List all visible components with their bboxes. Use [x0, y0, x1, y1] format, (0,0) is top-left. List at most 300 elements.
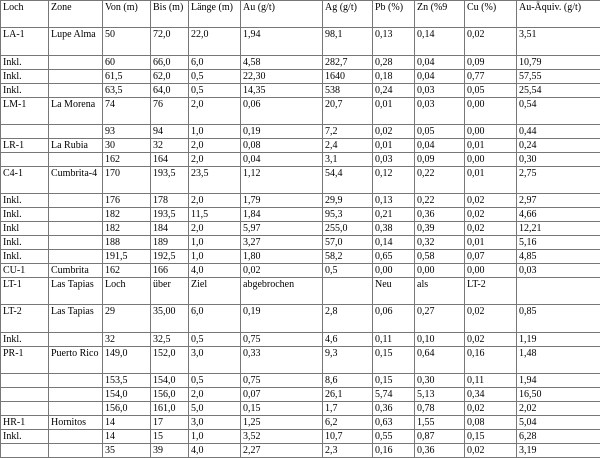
cell-cu: 0,05 — [465, 83, 517, 97]
cell-laenge: 1,0 — [189, 236, 241, 250]
cell-zone — [49, 194, 103, 208]
header-loch: Loch — [1, 1, 49, 28]
cell-zone — [49, 430, 103, 444]
cell-bis: 184 — [151, 222, 189, 236]
cell-au: 0,75 — [241, 374, 323, 388]
cell-ag: 29,9 — [323, 194, 373, 208]
cell-zone — [49, 83, 103, 97]
cell-au: 0,15 — [241, 402, 323, 416]
cell-ag: 2,8 — [323, 305, 373, 332]
cell-loch: Inkl. — [1, 236, 49, 250]
cell-loch: Inkl. — [1, 55, 49, 69]
cell-bis: 94 — [151, 124, 189, 138]
cell-von: 182 — [103, 208, 151, 222]
cell-bis: 178 — [151, 194, 189, 208]
cell-loch — [1, 402, 49, 416]
cell-ag: 26,1 — [323, 388, 373, 402]
cell-von: 188 — [103, 236, 151, 250]
cell-laenge: 0,5 — [189, 332, 241, 346]
cell-au-aequiv: 12,21 — [517, 222, 600, 236]
cell-zn: 0,36 — [415, 208, 465, 222]
cell-von: 176 — [103, 194, 151, 208]
cell-zone: Las Tapias — [49, 305, 103, 332]
cell-zn: 0,09 — [415, 152, 465, 166]
cell-zn: 0,30 — [415, 374, 465, 388]
cell-cu: 0,77 — [465, 69, 517, 83]
table-row — [1, 332, 600, 346]
cell-von: 30 — [103, 138, 151, 152]
cell-au-aequiv: 5,16 — [517, 236, 600, 250]
cell-laenge: 0,5 — [189, 69, 241, 83]
cell-zn: 0,39 — [415, 222, 465, 236]
cell-zone — [49, 152, 103, 166]
cell-au-aequiv: 0,44 — [517, 124, 600, 138]
cell-pb: 0,38 — [373, 222, 415, 236]
cell-loch: Inkl. — [1, 194, 49, 208]
cell-laenge: 0,5 — [189, 374, 241, 388]
cell-laenge: 3,0 — [189, 346, 241, 373]
cell-zn: 0,22 — [415, 194, 465, 208]
cell-ag: 7,2 — [323, 124, 373, 138]
cell-au: abgebrochen — [241, 278, 323, 305]
cell-bis: 32 — [151, 138, 189, 152]
cell-bis: 156,0 — [151, 388, 189, 402]
cell-au-aequiv: 16,50 — [517, 388, 600, 402]
header-cu: Cu (%) — [465, 1, 517, 28]
cell-pb: 0,11 — [373, 332, 415, 346]
cell-zone — [49, 208, 103, 222]
cell-au-aequiv: 25,54 — [517, 83, 600, 97]
cell-bis: 32,5 — [151, 332, 189, 346]
cell-bis: über — [151, 278, 189, 305]
cell-zn: 0,32 — [415, 236, 465, 250]
cell-au: 1,94 — [241, 28, 323, 55]
cell-cu: 0,11 — [465, 374, 517, 388]
cell-bis: 15 — [151, 430, 189, 444]
cell-bis: 192,5 — [151, 250, 189, 264]
table-row — [1, 69, 600, 83]
header-laenge: Länge (m) — [189, 1, 241, 28]
cell-zone: La Rubia — [49, 138, 103, 152]
cell-loch: HR-1 — [1, 416, 49, 430]
cell-von: 154,0 — [103, 388, 151, 402]
cell-zn: 0,87 — [415, 430, 465, 444]
cell-zone — [49, 124, 103, 138]
cell-von: 162 — [103, 152, 151, 166]
cell-laenge: 6,0 — [189, 305, 241, 332]
cell-cu: 0,09 — [465, 55, 517, 69]
cell-pb: 0,01 — [373, 138, 415, 152]
cell-cu: 0,15 — [465, 430, 517, 444]
cell-laenge: 2,0 — [189, 138, 241, 152]
cell-von: Loch — [103, 278, 151, 305]
cell-bis: 66,0 — [151, 55, 189, 69]
cell-ag: 1640 — [323, 69, 373, 83]
table-row — [1, 194, 600, 208]
table-row — [1, 97, 600, 124]
cell-loch — [1, 152, 49, 166]
cell-zone — [49, 388, 103, 402]
cell-zone — [49, 250, 103, 264]
cell-zone: Puerto Rico — [49, 346, 103, 373]
cell-zone: Cumbrita-4 — [49, 166, 103, 193]
cell-zn: 0,78 — [415, 402, 465, 416]
cell-pb: Neu — [373, 278, 415, 305]
cell-ag: 4,6 — [323, 332, 373, 346]
cell-cu: 0,08 — [465, 416, 517, 430]
cell-zn: 0,05 — [415, 124, 465, 138]
cell-ag: 0,5 — [323, 264, 373, 278]
cell-au: 14,35 — [241, 83, 323, 97]
cell-loch: Inkl. — [1, 332, 49, 346]
cell-zn: 0,58 — [415, 250, 465, 264]
cell-au-aequiv: 2,75 — [517, 166, 600, 193]
cell-von: 60 — [103, 55, 151, 69]
cell-loch: Inkl. — [1, 83, 49, 97]
cell-laenge: 2,0 — [189, 222, 241, 236]
header-zn: Zn (%9 — [415, 1, 465, 28]
cell-bis: 189 — [151, 236, 189, 250]
cell-von: 14 — [103, 416, 151, 430]
cell-zone: La Morena — [49, 97, 103, 124]
cell-pb: 0,02 — [373, 124, 415, 138]
cell-au: 1,79 — [241, 194, 323, 208]
cell-laenge: 2,0 — [189, 97, 241, 124]
cell-laenge: Ziel — [189, 278, 241, 305]
cell-cu: 0,07 — [465, 250, 517, 264]
cell-au: 1,25 — [241, 416, 323, 430]
cell-laenge: 11,5 — [189, 208, 241, 222]
cell-cu: 0,00 — [465, 124, 517, 138]
table-row — [1, 346, 600, 373]
cell-ag: 2,4 — [323, 138, 373, 152]
cell-cu: 0,02 — [465, 194, 517, 208]
cell-cu: 0,00 — [465, 97, 517, 124]
cell-loch: LA-1 — [1, 28, 49, 55]
cell-bis: 72,0 — [151, 28, 189, 55]
cell-laenge: 0,5 — [189, 83, 241, 97]
cell-ag: 282,7 — [323, 55, 373, 69]
cell-ag: 538 — [323, 83, 373, 97]
cell-loch — [1, 124, 49, 138]
cell-au-aequiv: 3,51 — [517, 28, 600, 55]
table-row — [1, 388, 600, 402]
cell-laenge: 5,0 — [189, 402, 241, 416]
cell-laenge: 4,0 — [189, 444, 241, 458]
cell-pb: 0,55 — [373, 430, 415, 444]
header-ag: Ag (g/t) — [323, 1, 373, 28]
cell-zn: 0,14 — [415, 28, 465, 55]
cell-laenge: 22,0 — [189, 28, 241, 55]
cell-von: 162 — [103, 264, 151, 278]
cell-au: 3,52 — [241, 430, 323, 444]
header-au: Au (g/t) — [241, 1, 323, 28]
table-row — [1, 305, 600, 332]
cell-zone: Las Tapias — [49, 278, 103, 305]
table-row — [1, 236, 600, 250]
cell-au-aequiv: 1,19 — [517, 332, 600, 346]
cell-loch: Inkl. — [1, 208, 49, 222]
cell-laenge: 1,0 — [189, 250, 241, 264]
cell-pb: 0,13 — [373, 194, 415, 208]
cell-laenge: 6,0 — [189, 55, 241, 69]
cell-au-aequiv — [517, 278, 600, 305]
cell-cu: 0,01 — [465, 236, 517, 250]
header-bis: Bis (m) — [151, 1, 189, 28]
cell-au-aequiv: 0,24 — [517, 138, 600, 152]
cell-zone — [49, 69, 103, 83]
cell-ag: 8,6 — [323, 374, 373, 388]
cell-von: 61,5 — [103, 69, 151, 83]
cell-laenge: 2,0 — [189, 194, 241, 208]
cell-au: 1,84 — [241, 208, 323, 222]
cell-loch: C4-1 — [1, 166, 49, 193]
cell-au-aequiv: 6,28 — [517, 430, 600, 444]
cell-bis: 152,0 — [151, 346, 189, 373]
table-row — [1, 374, 600, 388]
cell-von: 29 — [103, 305, 151, 332]
cell-au: 0,19 — [241, 305, 323, 332]
cell-zn: 0,04 — [415, 138, 465, 152]
table-row — [1, 278, 600, 305]
cell-zn: 0,00 — [415, 264, 465, 278]
cell-ag: 95,3 — [323, 208, 373, 222]
cell-ag: 9,3 — [323, 346, 373, 373]
cell-laenge: 23,5 — [189, 166, 241, 193]
cell-bis: 64,0 — [151, 83, 189, 97]
cell-zone: Hornitos — [49, 416, 103, 430]
cell-laenge: 3,0 — [189, 416, 241, 430]
cell-bis: 39 — [151, 444, 189, 458]
cell-von: 50 — [103, 28, 151, 55]
cell-loch — [1, 388, 49, 402]
cell-cu: 0,34 — [465, 388, 517, 402]
cell-cu: 0,02 — [465, 28, 517, 55]
cell-von: 63,5 — [103, 83, 151, 97]
cell-ag: 6,2 — [323, 416, 373, 430]
cell-au-aequiv: 4,85 — [517, 250, 600, 264]
header-von: Von (m) — [103, 1, 151, 28]
cell-zn: 0,03 — [415, 83, 465, 97]
table-row — [1, 152, 600, 166]
table-row — [1, 124, 600, 138]
cell-von: 14 — [103, 430, 151, 444]
cell-zone — [49, 222, 103, 236]
cell-au: 0,19 — [241, 124, 323, 138]
cell-von: 74 — [103, 97, 151, 124]
cell-cu: 0,00 — [465, 152, 517, 166]
cell-cu: 0,16 — [465, 346, 517, 373]
cell-zn: 0,27 — [415, 305, 465, 332]
cell-ag: 3,1 — [323, 152, 373, 166]
cell-bis: 161,0 — [151, 402, 189, 416]
cell-zone — [49, 55, 103, 69]
table-row — [1, 416, 600, 430]
cell-bis: 193,5 — [151, 208, 189, 222]
cell-cu: 0,01 — [465, 166, 517, 193]
cell-pb: 5,74 — [373, 388, 415, 402]
cell-zn: 0,04 — [415, 55, 465, 69]
cell-von: 191,5 — [103, 250, 151, 264]
table-row — [1, 222, 600, 236]
cell-ag: 98,1 — [323, 28, 373, 55]
header-row — [1, 1, 600, 28]
cell-pb: 0,13 — [373, 28, 415, 55]
cell-pb: 0,63 — [373, 416, 415, 430]
cell-cu: 0,02 — [465, 402, 517, 416]
cell-von: 182 — [103, 222, 151, 236]
cell-au: 22,30 — [241, 69, 323, 83]
cell-au: 0,75 — [241, 332, 323, 346]
table-row — [1, 28, 600, 55]
cell-bis: 62,0 — [151, 69, 189, 83]
cell-au-aequiv: 0,30 — [517, 152, 600, 166]
cell-zn: 0,04 — [415, 69, 465, 83]
cell-loch: LR-1 — [1, 138, 49, 152]
cell-bis: 154,0 — [151, 374, 189, 388]
cell-loch: LT-2 — [1, 305, 49, 332]
cell-ag: 10,7 — [323, 430, 373, 444]
header-zone: Zone — [49, 1, 103, 28]
cell-cu: 0,02 — [465, 222, 517, 236]
cell-pb: 0,06 — [373, 305, 415, 332]
cell-cu: 0,02 — [465, 444, 517, 458]
cell-loch: Inkl. — [1, 250, 49, 264]
cell-zone — [49, 374, 103, 388]
cell-cu: 0,00 — [465, 264, 517, 278]
cell-bis: 193,5 — [151, 166, 189, 193]
cell-pb: 0,18 — [373, 69, 415, 83]
cell-pb: 0,16 — [373, 444, 415, 458]
cell-loch: LM-1 — [1, 97, 49, 124]
table-row — [1, 444, 600, 458]
cell-bis: 166 — [151, 264, 189, 278]
cell-au-aequiv: 3,19 — [517, 444, 600, 458]
table-row — [1, 138, 600, 152]
cell-zn: 0,03 — [415, 97, 465, 124]
header-au-aequiv: Au-Äquiv. (g/t) — [517, 1, 600, 28]
cell-au: 2,27 — [241, 444, 323, 458]
cell-bis: 35,00 — [151, 305, 189, 332]
cell-loch — [1, 444, 49, 458]
cell-au: 4,58 — [241, 55, 323, 69]
cell-bis: 164 — [151, 152, 189, 166]
table-row — [1, 208, 600, 222]
cell-von: 153,5 — [103, 374, 151, 388]
cell-au-aequiv: 0,54 — [517, 97, 600, 124]
cell-au-aequiv: 1,94 — [517, 374, 600, 388]
cell-von: 170 — [103, 166, 151, 193]
cell-loch: PR-1 — [1, 346, 49, 373]
cell-pb: 0,15 — [373, 346, 415, 373]
table-row — [1, 250, 600, 264]
cell-laenge: 4,0 — [189, 264, 241, 278]
cell-loch: Inkl — [1, 222, 49, 236]
cell-au-aequiv: 4,66 — [517, 208, 600, 222]
cell-ag: 1,7 — [323, 402, 373, 416]
cell-zn: als — [415, 278, 465, 305]
cell-cu: 0,02 — [465, 208, 517, 222]
table-row — [1, 402, 600, 416]
cell-cu: 0,02 — [465, 332, 517, 346]
cell-au-aequiv: 1,48 — [517, 346, 600, 373]
cell-von: 149,0 — [103, 346, 151, 373]
cell-laenge: 2,0 — [189, 388, 241, 402]
header-pb: Pb (%) — [373, 1, 415, 28]
cell-zn: 5,13 — [415, 388, 465, 402]
table-row — [1, 430, 600, 444]
cell-ag: 54,4 — [323, 166, 373, 193]
cell-au: 3,27 — [241, 236, 323, 250]
table-row — [1, 55, 600, 69]
cell-au-aequiv: 57,55 — [517, 69, 600, 83]
cell-ag: 58,2 — [323, 250, 373, 264]
cell-loch: LT-1 — [1, 278, 49, 305]
cell-au-aequiv: 2,02 — [517, 402, 600, 416]
cell-loch: CU-1 — [1, 264, 49, 278]
cell-pb: 0,24 — [373, 83, 415, 97]
cell-pb: 0,15 — [373, 374, 415, 388]
cell-au: 1,80 — [241, 250, 323, 264]
cell-au: 0,08 — [241, 138, 323, 152]
cell-au: 0,07 — [241, 388, 323, 402]
cell-au: 0,33 — [241, 346, 323, 373]
cell-laenge: 1,0 — [189, 124, 241, 138]
cell-ag: 20,7 — [323, 97, 373, 124]
cell-von: 93 — [103, 124, 151, 138]
table-row — [1, 83, 600, 97]
cell-zone — [49, 332, 103, 346]
cell-bis: 76 — [151, 97, 189, 124]
cell-cu: 0,01 — [465, 138, 517, 152]
cell-pb: 0,65 — [373, 250, 415, 264]
cell-loch: Inkl. — [1, 69, 49, 83]
table-row — [1, 264, 600, 278]
cell-ag — [323, 278, 373, 305]
cell-laenge: 2,0 — [189, 152, 241, 166]
cell-zn: 0,36 — [415, 444, 465, 458]
cell-au: 0,02 — [241, 264, 323, 278]
cell-pb: 0,00 — [373, 264, 415, 278]
cell-ag: 255,0 — [323, 222, 373, 236]
cell-zn: 0,10 — [415, 332, 465, 346]
cell-zone: Lupe Alma — [49, 28, 103, 55]
cell-au-aequiv: 0,85 — [517, 305, 600, 332]
cell-cu: 0,02 — [465, 305, 517, 332]
cell-pb: 0,21 — [373, 208, 415, 222]
cell-von: 156,0 — [103, 402, 151, 416]
cell-zone — [49, 236, 103, 250]
table-row — [1, 166, 600, 193]
cell-zone — [49, 402, 103, 416]
cell-ag: 57,0 — [323, 236, 373, 250]
cell-au: 1,12 — [241, 166, 323, 193]
cell-pb: 0,01 — [373, 97, 415, 124]
cell-zn: 0,22 — [415, 166, 465, 193]
cell-au-aequiv: 5,04 — [517, 416, 600, 430]
cell-von: 35 — [103, 444, 151, 458]
cell-au-aequiv: 0,03 — [517, 264, 600, 278]
cell-ag: 2,3 — [323, 444, 373, 458]
cell-laenge: 1,0 — [189, 430, 241, 444]
cell-zn: 1,55 — [415, 416, 465, 430]
cell-zn: 0,64 — [415, 346, 465, 373]
cell-au-aequiv: 10,79 — [517, 55, 600, 69]
cell-au-aequiv: 2,97 — [517, 194, 600, 208]
cell-pb: 0,14 — [373, 236, 415, 250]
cell-cu: LT-2 — [465, 278, 517, 305]
cell-bis: 17 — [151, 416, 189, 430]
